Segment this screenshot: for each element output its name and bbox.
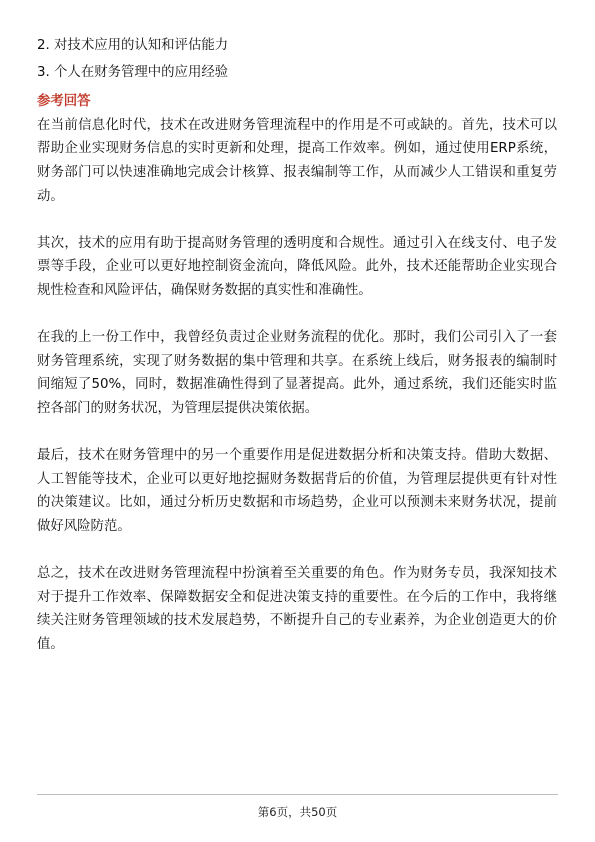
list-item-3: 3. 个人在财务管理中的应用经验 <box>37 64 229 80</box>
paragraph-5: 总之，技术在改进财务管理流程中扮演着至关重要的角色。作为财务专员，我深知技术对于提升工作效率、保障数据安全和促进决策支持的重要性。在今后的工作中，我将继续关注财务管理领域的技术发展趋势，不断提升自己的专业素养，为企业创造更大的价值。 <box>37 566 557 652</box>
paragraph-2: 其次，技术的应用有助于提高财务管理的透明度和合规性。通过引入在线支付、电子发票等手段，企业可以更好地控制资金流向，降低风险。此外，技术还能帮助企业实现合规性检查和风险评估，确保财务数据的真实性和准确性。 <box>37 235 557 298</box>
page-number: 第6页，共50页 <box>257 805 338 819</box>
list-item-2: 2. 对技术应用的认知和评估能力 <box>37 38 229 53</box>
paragraph-1: 在当前信息化时代，技术在改进财务管理流程中的作用是不可或缺的。首先，技术可以帮助企业实现财务信息的实时更新和处理，提高工作效率。例如，通过使用ERP系统，财务部门可以快速准确地完成会计核算、报表编制等工作，从而减少人工错误和重复劳动。 <box>37 117 557 204</box>
paragraph-4: 最后，技术在财务管理中的另一个重要作用是促进数据分析和决策支持。借助大数据、人工智能等技术，企业可以更好地挖掘财务数据背后的价值，为管理层提供更有针对性的决策建议。比如，通过分析历史数据和市场趋势，企业可以预测未来财务状况，提前做好风险防范。 <box>37 448 557 534</box>
paragraph-3: 在我的上一份工作中，我曾经负责过企业财务流程的优化。那时，我们公司引入了一套财务管理系统，实现了财务数据的集中管理和共享。在系统上线后，财务报表的编制时间缩短了50%，同时，数据准确性得到了显著提高。此外，通过系统，我们还能实时监控各部门的财务状况，为管理层提供决策依据。 <box>37 330 557 416</box>
footer-divider <box>37 794 558 795</box>
answer-heading: 参考回答 <box>37 94 91 110</box>
page-content <box>37 34 557 656</box>
